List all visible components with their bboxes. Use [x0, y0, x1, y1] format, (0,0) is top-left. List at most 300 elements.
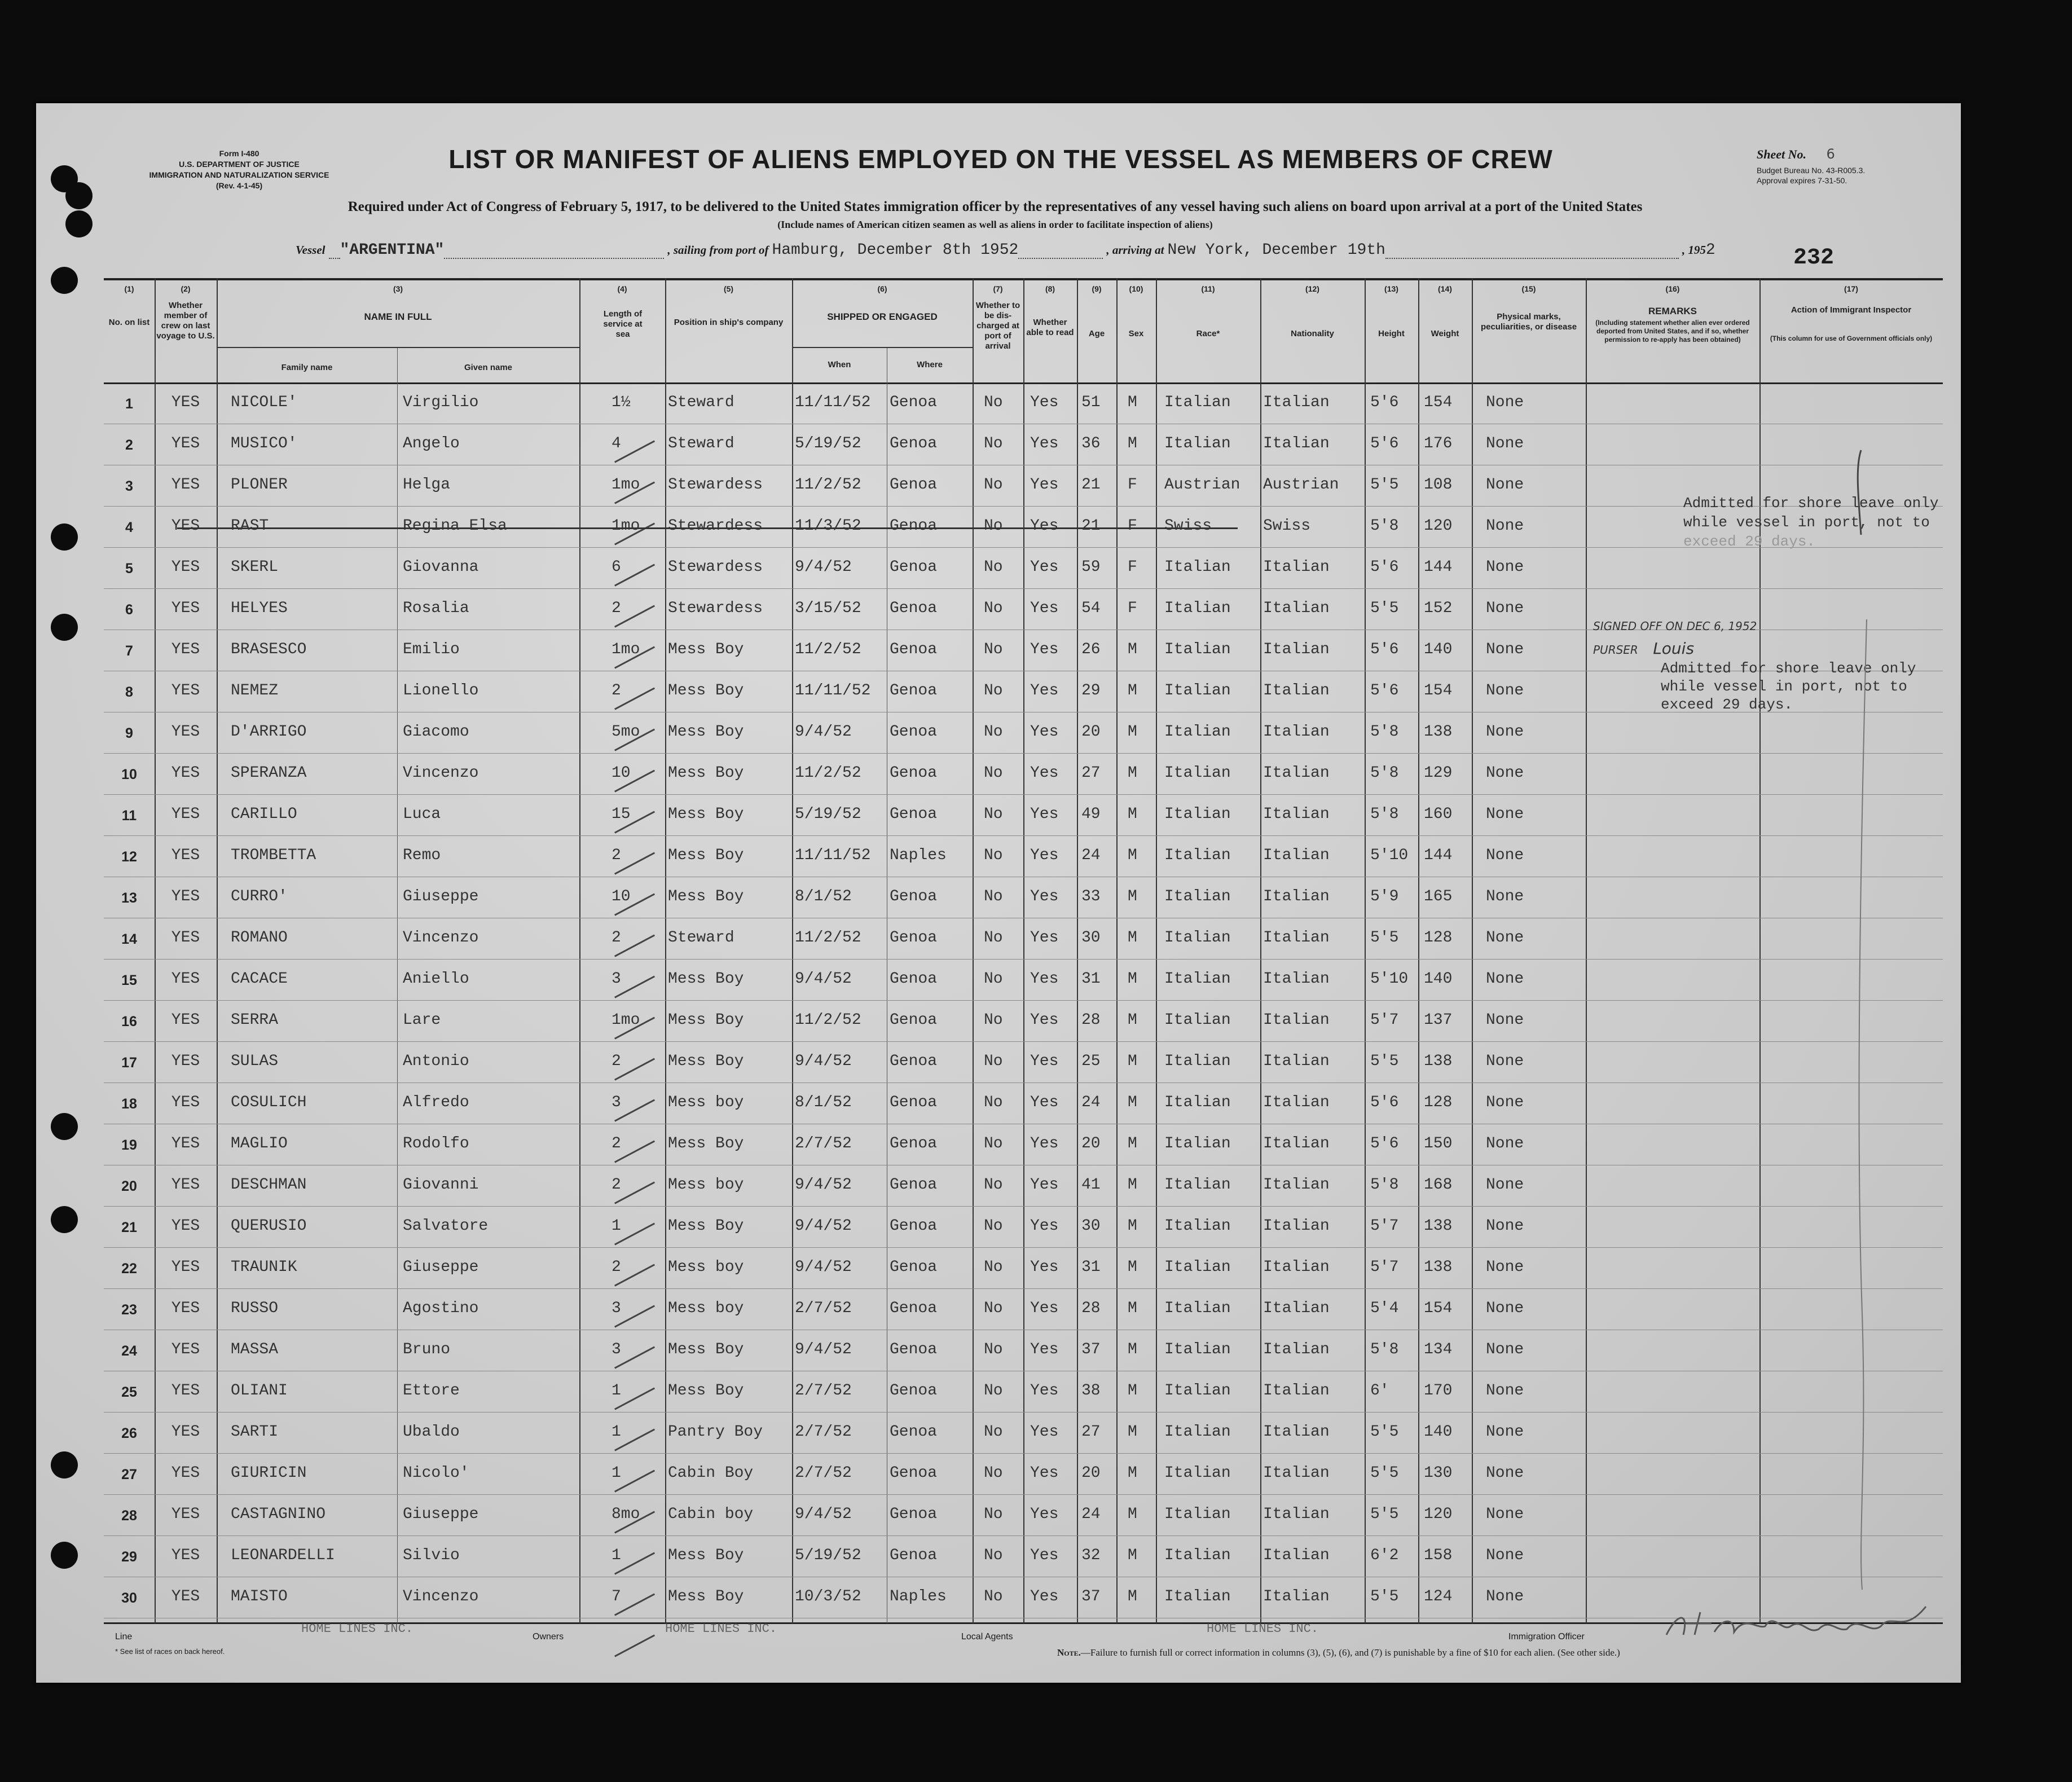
cell-race: Italian	[1164, 1217, 1231, 1235]
cell-read: Yes	[1030, 558, 1059, 576]
cell-nat: Italian	[1263, 1135, 1330, 1152]
cell-nat: Italian	[1263, 1300, 1330, 1317]
cell-no: 23	[121, 1302, 137, 1318]
binder-hole	[51, 1542, 78, 1569]
cell-no: 10	[121, 767, 137, 782]
col-num-14: (14)	[1438, 284, 1452, 293]
cell-race: Italian	[1164, 1464, 1231, 1482]
cell-weight: 170	[1424, 1382, 1453, 1400]
cell-weight: 140	[1424, 970, 1453, 988]
sailing-label: , sailing from port of	[667, 243, 769, 257]
cell-age: 21	[1081, 476, 1101, 494]
cell-service: 1mo	[612, 1011, 640, 1029]
cell-disch: No	[984, 1506, 1003, 1523]
cell-race: Italian	[1164, 1094, 1231, 1111]
cell-race: Italian	[1164, 600, 1231, 617]
cell-race: Italian	[1164, 888, 1231, 905]
cell-given: Rodolfo	[403, 1135, 469, 1152]
cell-height: 5'9	[1370, 888, 1399, 905]
cell-read: Yes	[1030, 1094, 1059, 1111]
remark-line: exceed 29 days.	[1661, 696, 1793, 713]
col-num-13: (13)	[1384, 284, 1398, 293]
cell-no: 11	[121, 808, 137, 824]
cell-when: 9/4/52	[795, 1053, 852, 1070]
cell-when: 11/2/52	[795, 476, 861, 494]
cell-height: 5'8	[1370, 723, 1399, 741]
cell-position: Mess Boy	[668, 764, 744, 782]
cell-position: Stewardess	[668, 517, 763, 535]
cell-sex: F	[1128, 476, 1137, 494]
cell-no: 8	[125, 684, 133, 700]
cell-when: 9/4/52	[795, 1176, 852, 1194]
cell-sex: M	[1128, 682, 1137, 699]
header-sex: Sex	[1128, 329, 1144, 338]
cell-when: 8/1/52	[795, 1094, 852, 1111]
cell-weight: 140	[1424, 1423, 1453, 1441]
cell-sex: M	[1128, 1547, 1137, 1564]
cell-prev: YES	[171, 1053, 200, 1070]
cell-sex: M	[1128, 1300, 1137, 1317]
cell-given: Aniello	[403, 970, 469, 988]
cell-prev: YES	[171, 1011, 200, 1029]
cell-prev: YES	[171, 1547, 200, 1564]
cell-no: 19	[121, 1137, 137, 1153]
form-meta	[132, 148, 346, 191]
cell-weight: 168	[1424, 1176, 1453, 1194]
cell-disch: No	[984, 1464, 1003, 1482]
form-number: Form I-480	[219, 149, 259, 158]
cell-no: 25	[121, 1384, 137, 1400]
cell-marks: None	[1486, 476, 1524, 494]
cell-read: Yes	[1030, 682, 1059, 699]
cell-weight: 154	[1424, 394, 1453, 411]
header-where: Where	[917, 360, 943, 369]
cell-when: 9/4/52	[795, 1506, 852, 1523]
cell-no: 20	[121, 1178, 137, 1194]
cell-when: 11/2/52	[795, 929, 861, 947]
cell-where: Genoa	[890, 1011, 938, 1029]
cell-race: Italian	[1164, 929, 1231, 947]
cell-nat: Italian	[1263, 1464, 1330, 1482]
cell-when: 11/2/52	[795, 764, 861, 782]
cell-sex: M	[1128, 1094, 1137, 1111]
purser-label: PURSER	[1593, 643, 1638, 657]
cell-age: 37	[1081, 1341, 1101, 1358]
year-digit: 2	[1705, 241, 1715, 259]
cell-weight: 144	[1424, 558, 1453, 576]
cell-nat: Italian	[1263, 764, 1330, 782]
header-family-name: Family name	[281, 363, 333, 372]
cell-where: Genoa	[890, 970, 938, 988]
cell-position: Mess boy	[668, 1300, 744, 1317]
cell-sex: M	[1128, 764, 1137, 782]
cell-when: 9/4/52	[795, 558, 852, 576]
cell-disch: No	[984, 970, 1003, 988]
cell-when: 5/19/52	[795, 806, 861, 823]
cell-age: 31	[1081, 1259, 1101, 1276]
cell-given: Giacomo	[403, 723, 469, 741]
cell-family: RAST	[231, 517, 269, 535]
cell-when: 2/7/52	[795, 1464, 852, 1482]
cell-weight: 138	[1424, 1053, 1453, 1070]
cell-sex: M	[1128, 394, 1137, 411]
cell-no: 12	[121, 849, 137, 865]
cell-given: Helga	[403, 476, 451, 494]
cell-given: Vincenzo	[403, 1588, 479, 1605]
header-remarks-note: (Including statement whether alien ever ordered deported from United States, and if so, whether permission to re-apply has been obtained)	[1595, 319, 1750, 344]
cell-weight: 120	[1424, 517, 1453, 535]
header-remarks: REMARKS	[1648, 306, 1697, 316]
cell-age: 26	[1081, 641, 1101, 658]
header-able-to-read: Whether able to read	[1026, 318, 1074, 337]
cell-service: 4	[612, 435, 621, 452]
cell-given: Giuseppe	[403, 1506, 479, 1523]
cell-marks: None	[1486, 1382, 1524, 1400]
header-name-in-full: NAME IN FULL	[364, 311, 432, 322]
cell-no: 28	[121, 1508, 137, 1524]
row-separator	[104, 753, 1943, 754]
cell-where: Genoa	[890, 1259, 938, 1276]
cell-disch: No	[984, 888, 1003, 905]
cell-position: Cabin Boy	[668, 1464, 754, 1482]
cell-no: 27	[121, 1467, 137, 1482]
cell-nat: Italian	[1263, 1547, 1330, 1564]
cell-position: Stewardess	[668, 558, 763, 576]
cell-read: Yes	[1030, 1341, 1059, 1358]
cell-race: Italian	[1164, 970, 1231, 988]
cell-prev: YES	[171, 929, 200, 947]
cell-no: 13	[121, 890, 137, 906]
cell-position: Mess Boy	[668, 641, 744, 658]
cell-sex: M	[1128, 1464, 1137, 1482]
cell-prev: YES	[171, 1300, 200, 1317]
cell-service: 1	[612, 1423, 621, 1441]
cell-position: Mess Boy	[668, 1588, 744, 1605]
note-text: —Failure to furnish full or correct information in columns (3), (5), (6), and (7) is punishable by a fine of $10 for each alien. (See other side.)	[1080, 1647, 1620, 1658]
cell-no: 9	[125, 725, 133, 741]
cell-where: Genoa	[890, 1217, 938, 1235]
officer-label: Immigration Officer	[1508, 1632, 1585, 1642]
cell-nat: Italian	[1263, 1382, 1330, 1400]
cell-family: DESCHMAN	[231, 1176, 307, 1194]
cell-position: Steward	[668, 929, 734, 947]
cell-disch: No	[984, 435, 1003, 452]
cell-read: Yes	[1030, 1506, 1059, 1523]
col-num-5: (5)	[723, 284, 734, 293]
cell-disch: No	[984, 1547, 1003, 1564]
cell-no: 16	[121, 1014, 137, 1029]
cell-given: Bruno	[403, 1341, 451, 1358]
cell-read: Yes	[1030, 1259, 1059, 1276]
cell-when: 9/4/52	[795, 1217, 852, 1235]
cell-sex: M	[1128, 723, 1137, 741]
header-length-service: Length of service at sea	[603, 309, 643, 339]
cell-position: Mess Boy	[668, 847, 744, 864]
cell-marks: None	[1486, 1506, 1524, 1523]
cell-where: Naples	[890, 847, 947, 864]
cell-service: 2	[612, 929, 621, 947]
crew-table	[104, 278, 1943, 1623]
col-num-8: (8)	[1045, 284, 1055, 293]
cell-nat: Italian	[1263, 1423, 1330, 1441]
subtitle: Required under Act of Congress of February 5, 1917, to be delivered to the United States immigration officer by the representatives of any vessel having such aliens on board upon arrival at a port of the United States	[347, 199, 1643, 214]
cell-when: 9/4/52	[795, 1341, 852, 1358]
cell-where: Genoa	[890, 558, 938, 576]
cell-weight: 154	[1424, 1300, 1453, 1317]
cell-given: Salvatore	[403, 1217, 489, 1235]
cell-read: Yes	[1030, 1547, 1059, 1564]
cell-marks: None	[1486, 1135, 1524, 1152]
cell-marks: None	[1486, 888, 1524, 905]
cell-weight: 138	[1424, 723, 1453, 741]
cell-age: 33	[1081, 888, 1101, 905]
cell-where: Genoa	[890, 1135, 938, 1152]
cell-sex: M	[1128, 1506, 1137, 1523]
cell-nat: Italian	[1263, 558, 1330, 576]
cell-family: LEONARDELLI	[231, 1547, 335, 1564]
arriving-label: , arriving at	[1106, 243, 1164, 257]
cell-nat: Italian	[1263, 888, 1330, 905]
cell-where: Genoa	[890, 764, 938, 782]
cell-height: 5'6	[1370, 394, 1399, 411]
cell-given: Giovanna	[403, 558, 479, 576]
cell-age: 41	[1081, 1176, 1101, 1194]
cell-prev: YES	[171, 641, 200, 658]
cell-weight: 140	[1424, 641, 1453, 658]
cell-given: Nicolo'	[403, 1464, 469, 1482]
cell-height: 5'7	[1370, 1011, 1399, 1029]
cell-age: 36	[1081, 435, 1101, 452]
cell-age: 25	[1081, 1053, 1101, 1070]
cell-disch: No	[984, 1217, 1003, 1235]
cell-sex: M	[1128, 1217, 1137, 1235]
cell-position: Stewardess	[668, 476, 763, 494]
cell-marks: None	[1486, 1547, 1524, 1564]
row-separator	[104, 1000, 1943, 1001]
cell-read: Yes	[1030, 888, 1059, 905]
cell-where: Genoa	[890, 1464, 938, 1482]
header-inspector-action: Action of Immigrant Inspector	[1791, 305, 1912, 315]
cell-read: Yes	[1030, 1217, 1059, 1235]
cell-when: 3/15/52	[795, 600, 861, 617]
cell-service: 1	[612, 1217, 621, 1235]
cell-read: Yes	[1030, 517, 1059, 535]
cell-no: 15	[121, 973, 137, 988]
vessel-label: Vessel	[296, 243, 325, 257]
cell-prev: YES	[171, 1382, 200, 1400]
cell-family: SERRA	[231, 1011, 279, 1029]
cell-when: 8/1/52	[795, 888, 852, 905]
cell-read: Yes	[1030, 764, 1059, 782]
cell-service: 1	[612, 1464, 621, 1482]
cell-sex: M	[1128, 1588, 1137, 1605]
cell-disch: No	[984, 682, 1003, 699]
cell-given: Luca	[403, 806, 441, 823]
header-shipped-engaged: SHIPPED OR ENGAGED	[827, 311, 938, 322]
approval-expiry: Approval expires 7-31-50.	[1757, 176, 1847, 185]
cell-when: 11/11/52	[795, 682, 871, 699]
cell-no: 21	[121, 1220, 137, 1235]
cell-sex: M	[1128, 1053, 1137, 1070]
cell-given: Giuseppe	[403, 888, 479, 905]
cell-weight: 120	[1424, 1506, 1453, 1523]
cell-height: 5'5	[1370, 1506, 1399, 1523]
cell-family: TROMBETTA	[231, 847, 316, 864]
cell-race: Italian	[1164, 394, 1231, 411]
binder-hole	[65, 210, 93, 237]
cell-no: 17	[121, 1055, 137, 1071]
cell-position: Mess Boy	[668, 970, 744, 988]
cell-position: Mess Boy	[668, 1382, 744, 1400]
col-num-12: (12)	[1305, 284, 1319, 293]
binder-hole	[51, 1113, 78, 1140]
cell-service: 15	[612, 806, 631, 823]
cell-marks: None	[1486, 1217, 1524, 1235]
cell-marks: None	[1486, 806, 1524, 823]
cell-sex: F	[1128, 558, 1137, 576]
row-separator	[104, 1535, 1943, 1536]
cell-height: 5'7	[1370, 1259, 1399, 1276]
cell-given: Vincenzo	[403, 929, 479, 947]
col-num-9: (9)	[1092, 284, 1102, 293]
cell-service: 1mo	[612, 476, 640, 494]
cell-read: Yes	[1030, 1300, 1059, 1317]
cell-marks: None	[1486, 929, 1524, 947]
col-num-11: (11)	[1201, 284, 1215, 293]
cell-height: 6'	[1370, 1382, 1389, 1400]
cell-family: CURRO'	[231, 888, 288, 905]
cell-service: 10	[612, 764, 631, 782]
cell-sex: M	[1128, 1259, 1137, 1276]
row-separator	[104, 588, 1943, 589]
cell-age: 51	[1081, 394, 1101, 411]
cell-age: 20	[1081, 723, 1101, 741]
cell-age: 29	[1081, 682, 1101, 699]
cell-height: 5'4	[1370, 1300, 1399, 1317]
remark-line: Admitted for shore leave only	[1683, 495, 1939, 512]
cell-race: Italian	[1164, 1341, 1231, 1358]
cell-given: Alfredo	[403, 1094, 469, 1111]
cell-family: OLIANI	[231, 1382, 288, 1400]
remark-line: exceed 29 days.	[1683, 533, 1816, 550]
cell-prev: YES	[171, 682, 200, 699]
cell-no: 18	[121, 1096, 137, 1112]
cell-service: 1mo	[612, 641, 640, 658]
remark-line: while vessel in port, not to	[1683, 514, 1930, 531]
cell-marks: None	[1486, 764, 1524, 782]
cell-where: Genoa	[890, 1423, 938, 1441]
cell-nat: Italian	[1263, 1094, 1330, 1111]
cell-disch: No	[984, 1135, 1003, 1152]
cell-family: QUERUSIO	[231, 1217, 307, 1235]
cell-disch: No	[984, 1011, 1003, 1029]
cell-height: 5'5	[1370, 1053, 1399, 1070]
cell-where: Genoa	[890, 1300, 938, 1317]
cell-where: Genoa	[890, 806, 938, 823]
cell-given: Ettore	[403, 1382, 460, 1400]
cell-disch: No	[984, 641, 1003, 658]
vessel-line	[296, 241, 1875, 259]
header-nationality: Nationality	[1291, 329, 1334, 338]
cell-age: 27	[1081, 764, 1101, 782]
cell-race: Italian	[1164, 806, 1231, 823]
cell-given: Giuseppe	[403, 1259, 479, 1276]
cell-nat: Italian	[1263, 1176, 1330, 1194]
cell-marks: None	[1486, 394, 1524, 411]
cell-nat: Italian	[1263, 1341, 1330, 1358]
row-separator	[104, 1453, 1943, 1454]
cell-nat: Italian	[1263, 435, 1330, 452]
cell-when: 10/3/52	[795, 1588, 861, 1605]
cell-where: Genoa	[890, 888, 938, 905]
cell-nat: Italian	[1263, 600, 1330, 617]
cell-family: CACACE	[231, 970, 288, 988]
row-separator	[104, 835, 1943, 836]
cell-weight: 129	[1424, 764, 1453, 782]
row-separator	[104, 1247, 1943, 1248]
budget-bureau: Budget Bureau No. 43-R005.3.	[1757, 166, 1866, 175]
cell-when: 5/19/52	[795, 435, 861, 452]
cell-disch: No	[984, 1259, 1003, 1276]
cell-given: Remo	[403, 847, 441, 864]
line-label: Line	[115, 1632, 133, 1642]
cell-nat: Italian	[1263, 1259, 1330, 1276]
cell-weight: 134	[1424, 1341, 1453, 1358]
cell-disch: No	[984, 1382, 1003, 1400]
cell-position: Mess boy	[668, 1259, 744, 1276]
cell-age: 27	[1081, 1423, 1101, 1441]
cell-family: CASTAGNINO	[231, 1506, 326, 1523]
footer-note	[1057, 1647, 1937, 1658]
cell-age: 32	[1081, 1547, 1101, 1564]
cell-position: Mess Boy	[668, 1217, 744, 1235]
header-last-voyage: Whether member of crew on last voyage to U.S.	[156, 301, 215, 341]
cell-no: 26	[121, 1425, 137, 1441]
cell-race: Italian	[1164, 1382, 1231, 1400]
row-separator	[104, 1206, 1943, 1207]
cell-sex: F	[1128, 517, 1137, 535]
cell-no: 22	[121, 1261, 137, 1277]
cell-sex: M	[1128, 1135, 1137, 1152]
header-weight: Weight	[1431, 329, 1459, 338]
cell-read: Yes	[1030, 929, 1059, 947]
cell-read: Yes	[1030, 641, 1059, 658]
line-value: HOME LINES INC.	[301, 1622, 413, 1636]
header-position: Position in ship's company	[674, 318, 784, 327]
cell-marks: None	[1486, 1259, 1524, 1276]
cell-when: 9/4/52	[795, 970, 852, 988]
cell-service: 1mo	[612, 517, 640, 535]
cell-family: SARTI	[231, 1423, 279, 1441]
cell-service: 2	[612, 1176, 621, 1194]
cell-no: 30	[121, 1590, 137, 1606]
cell-prev: YES	[171, 1135, 200, 1152]
binder-hole	[51, 523, 78, 551]
cell-read: Yes	[1030, 1176, 1059, 1194]
cell-weight: 150	[1424, 1135, 1453, 1152]
manifest-sheet	[36, 103, 1961, 1683]
cell-disch: No	[984, 558, 1003, 576]
cell-height: 5'8	[1370, 806, 1399, 823]
inspector-pencil-mark	[1759, 382, 1943, 1623]
binder-hole	[51, 1451, 78, 1479]
footer-line	[115, 1622, 1948, 1649]
cell-nat: Italian	[1263, 929, 1330, 947]
cell-prev: YES	[171, 1588, 200, 1605]
cell-sex: M	[1128, 929, 1137, 947]
cell-race: Italian	[1164, 847, 1231, 864]
cell-marks: None	[1486, 682, 1524, 699]
